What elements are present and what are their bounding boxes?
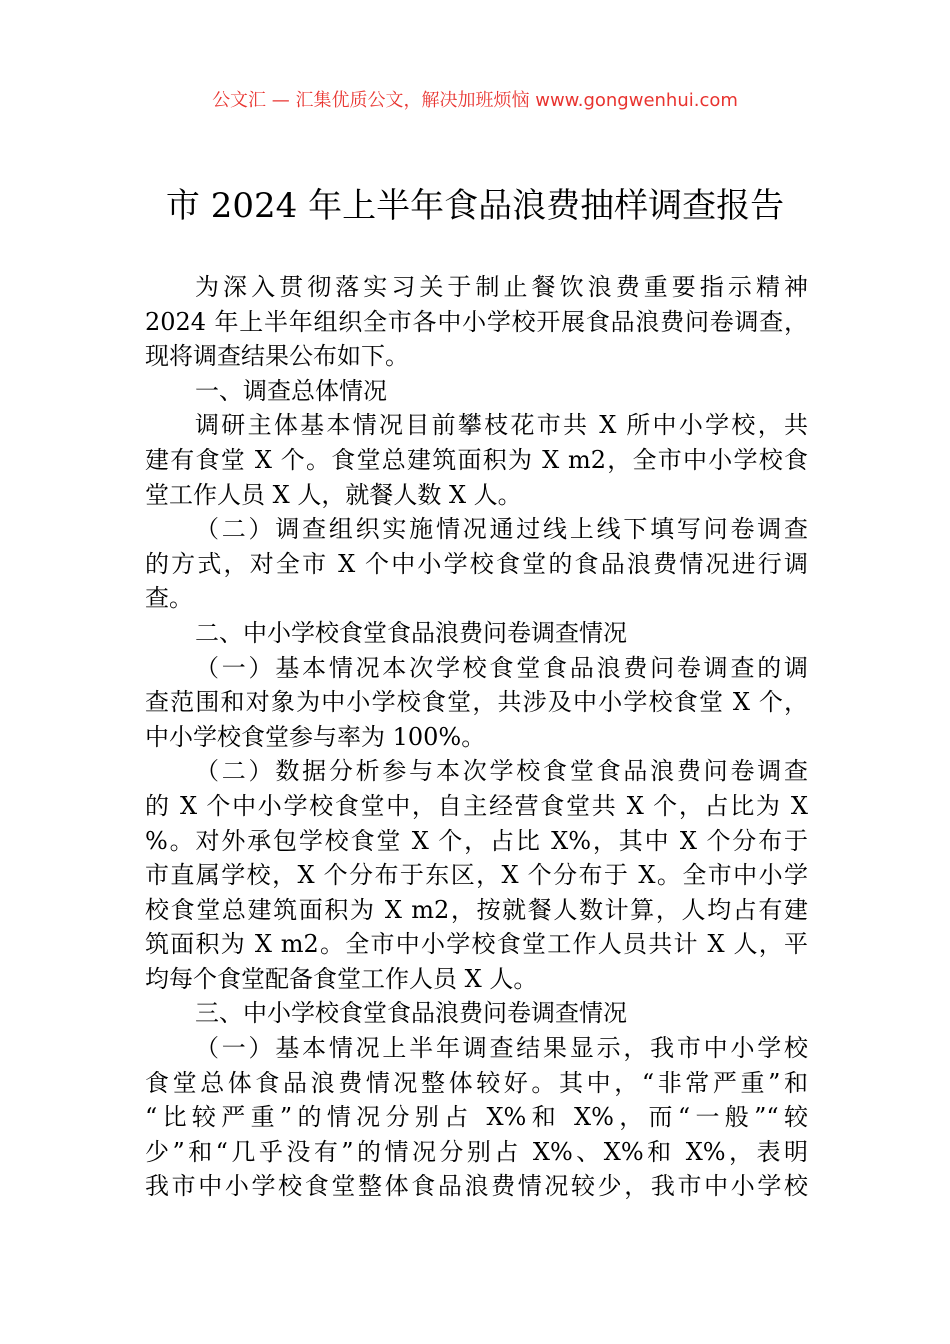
text-line: 为深入贯彻落实习关于制止餐饮浪费重要指示精神 xyxy=(195,273,808,301)
text-line: 校食堂总建筑面积为 X m2，按就餐人数计算，人均占有建 xyxy=(145,895,808,924)
text-line: 食堂总体食品浪费情况整体较好。其中，“非常严重”和 xyxy=(145,1068,808,1097)
text-line: 的方式，对全市 X 个中小学校食堂的食品浪费情况进行调 xyxy=(145,549,808,578)
text-line: 调研主体基本情况目前攀枝花市共 X 所中小学校，共 xyxy=(195,411,808,440)
text-line: 三、中小学校食堂食品浪费问卷调查情况 xyxy=(195,999,627,1028)
text-line: “比较严重”的情况分别占 X%和 X%，而“一般”“较 xyxy=(145,1103,808,1132)
text-line: （二）调查组织实施情况通过线上线下填写问卷调查 xyxy=(195,515,808,544)
text-line: %。对外承包学校食堂 X 个，占比 X%，其中 X 个分布于 xyxy=(145,826,808,855)
watermark-banner: 公文汇 — 汇集优质公文，解决加班烦恼 www.gongwenhui.com xyxy=(212,90,738,111)
text-line: （一）基本情况上半年调查结果显示，我市中小学校 xyxy=(195,1034,808,1063)
text-line: 堂工作人员 X 人，就餐人数 X 人。 xyxy=(145,480,522,509)
text-line: （一）基本情况本次学校食堂食品浪费问卷调查的调 xyxy=(195,653,808,682)
text-line: 查范围和对象为中小学校食堂，共涉及中小学校食堂 X 个， xyxy=(145,688,808,717)
text-line: 二、中小学校食堂食品浪费问卷调查情况 xyxy=(195,618,627,647)
text-line: 我市中小学校食堂整体食品浪费情况较少，我市中小学校 xyxy=(145,1172,808,1201)
text-line: 中小学校食堂参与率为 100%。 xyxy=(145,722,486,751)
text-line: 筑面积为 X m2。全市中小学校食堂工作人员共计 X 人，平 xyxy=(145,930,808,959)
text-line: 建有食堂 X 个。食堂总建筑面积为 X m2，全市中小学校食 xyxy=(145,445,808,474)
text-line: 均每个食堂配备食堂工作人员 X 人。 xyxy=(145,964,538,993)
text-line: 2024 年上半年组织全市各中小学校开展食品浪费问卷调查， xyxy=(145,307,808,336)
text-line: 少”和“几乎没有”的情况分别占 X%、X%和 X%，表明 xyxy=(145,1137,808,1166)
text-line: （二）数据分析参与本次学校食堂食品浪费问卷调查 xyxy=(195,757,808,786)
text-line: 查。 xyxy=(145,584,193,613)
text-line: 市直属学校，X 个分布于东区，X 个分布于 X。全市中小学 xyxy=(145,861,808,890)
document-body xyxy=(145,270,808,1204)
text-line: 现将调查结果公布如下。 xyxy=(145,342,409,371)
text-line: 一、调查总体情况 xyxy=(195,376,387,405)
document-title: 市 2024 年上半年食品浪费抽样调查报告 xyxy=(165,186,785,226)
text-line: 的 X 个中小学校食堂中，自主经营食堂共 X 个，占比为 X xyxy=(145,791,808,820)
